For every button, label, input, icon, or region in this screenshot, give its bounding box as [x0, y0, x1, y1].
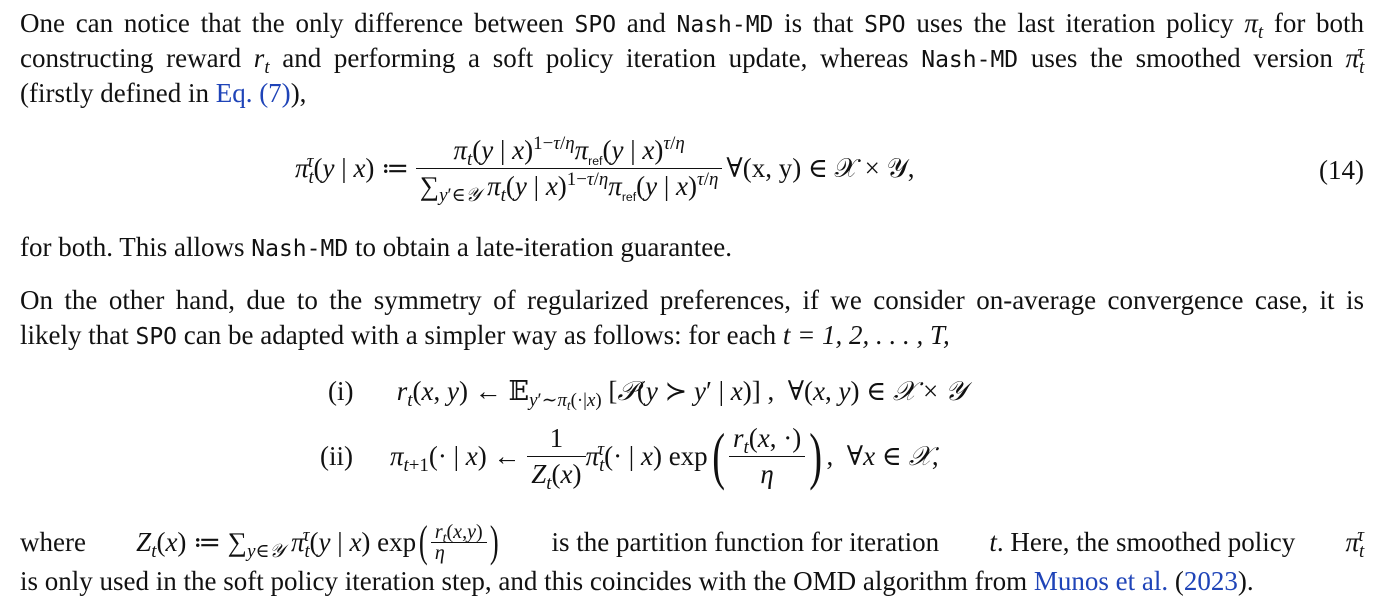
equation-7-link[interactable]: Eq. (7)	[215, 78, 291, 108]
equation-14-denominator: $\sum_{y'\in 𝒴}$ $\pi_t(y$ | $x)^{1-\tau/\eta}\pi_{ref}(y$ | x)$^{\tau/\eta}$	[416, 168, 723, 204]
equation-14-fraction	[416, 133, 723, 204]
math-pi-t-tau: $\pi_t^\tau$	[1345, 525, 1365, 562]
equation-14-lhs: $\pi_t^\tau(y$ | x) ≔	[295, 151, 416, 188]
math-partition-function: $Z_t(x)$ ≔ $\sum_{y\in 𝒴}$ $\pi_t^\tau(y$ | x) exp ( $\frac{r_t(x,y)}{\eta}$ )	[136, 517, 499, 566]
step-ii-exponent: $\frac{r_t(x, \cdot)}{\eta}$	[729, 421, 805, 492]
paragraph-1-line-1: One can notice that the only difference between SPO and Nash-MD is that SPO uses the last iteration policy $\pi_t$ for both	[20, 8, 1365, 44]
nash-md-name: Nash-MD	[251, 236, 349, 262]
paragraph-1-line-3: (firstly defined in Eq. (7)),	[20, 78, 307, 108]
equation-14-forall: ∀(x, y) ∈ 𝒳 × 𝒴,	[726, 152, 915, 183]
step-i-formula: $r_t(x$, y) ← 𝔼$_{y'\sim\pi_t(\cdot|x)}$ [𝒫(y ≻ y′ | x)] , ∀(x, y) ∈ 𝒳 × 𝒴	[396, 376, 967, 414]
step-i	[328, 374, 967, 414]
math-pi-t: $\pi_t$	[1244, 8, 1264, 44]
paragraph-1-line-2: constructing reward $r_t$ and performing a soft policy iteration update, whereas Nash-MD uses the smoothed version $\pi_t^\tau$	[20, 41, 1365, 79]
paragraph-4-line-1: where $Z_t(x)$ ≔ $\sum_{y\in 𝒴}$ $\pi_t^\tau(y$ | x) exp ( $\frac{r_t(x,y)}{\eta}$ ) is the partition function for iteration t. Here, the smoothed policy $\pi_t^\tau$	[20, 517, 1365, 566]
math-r-t: $r_t$	[253, 43, 270, 79]
paper-page: One can notice that the only difference between SPO and Nash-MD is that SPO uses the last iteration policy $\pi_t$ for both constructing reward $r_t$ and performing a soft policy iteration update, whereas Nash-MD uses the smoothed version $\pi_t^\tau$ (firstly defined in Eq. (7)), $\pi_t^\tau(y$ | x) ≔ $\frac{\pi_t(y | x)^{1-\tau/\eta}\pi_{ref}(y | x)^{\tau/\eta}}{\sum_{y'\in 𝒴} \pi_t(y | x)^{1-\tau/\eta}\pi_{ref}(y | x)^{\tau/\eta}}$ ∀(x, y) ∈ 𝒳 × 𝒴, (14) for both. This allows Nash-MD to obtain a late-iteration guarantee. On the other hand, due to the symmetry of regularized preferences, if we consider on-average convergence case, it is likely that SPO can be adapted with a simpler way as follows: for each t = 1, 2, . . . , T, (i) $r_t(x$, y) ← 𝔼$_{y'\sim\pi_t(\cdot|x)}$ [𝒫(y ≻ y′ | x)] , ∀(x, y) ∈ 𝒳 × 𝒴 (ii) $\pi_{t+1}(\cdot$ | x) ← $\frac{1}{Z_t(x)}$ $\pi_t^\tau(\cdot$ | x) exp ( $\frac{r_t(x, \cdot)}{\eta}$ ) , ∀x ∈ 𝒳, where $Z_t(x)$ ≔ $\sum_{y\in 𝒴}$ $\pi_t^\tau(y$ | x) exp ( $\frac{r_t(x,y)}{\eta}$ ) is the partition function for iteration t. Here, the smoothed policy $\pi_t^\tau$ is only used in the soft policy iteration step, and this coincides with the OMD algorithm from Munos et al. (2023).	[0, 0, 1384, 608]
step-ii-label: (ii)	[320, 440, 353, 471]
spo-name: SPO	[135, 324, 178, 350]
step-i-label: (i)	[328, 376, 354, 406]
nash-md-name: Nash-MD	[676, 12, 774, 38]
paragraph-3-line-1: On the other hand, due to the symmetry of regularized preferences, if we consider on-average convergence case, it is	[20, 285, 1364, 315]
math-pi-t-tau: $\pi_t^\tau$	[1345, 41, 1365, 79]
equation-14	[295, 128, 915, 208]
spo-name: SPO	[574, 12, 617, 38]
step-ii-normalizer: $\frac{1}{Z_t(x)}$	[527, 421, 585, 492]
citation-munos-2023[interactable]: Munos et al. (2023	[1033, 566, 1238, 596]
spo-name: SPO	[864, 12, 906, 38]
paragraph-3-line-2: likely that SPO can be adapted with a simpler way as follows: for each t = 1, 2, . . . , T,	[20, 320, 950, 350]
nash-md-name: Nash-MD	[921, 47, 1019, 73]
paragraph-4-line-2: is only used in the soft policy iteration step, and this coincides with the OMD algorithm from Munos et al. (2023).	[20, 566, 1254, 596]
math-t-range: t = 1, 2, . . . , T,	[782, 320, 950, 350]
step-ii: (ii) $\pi_{t+1}(\cdot$ | x) ← $\frac{1}{Z_t(x)}$ $\pi_t^\tau(\cdot$ | x) exp ( $\frac{r_t(x, \cdot)}{\eta}$ ) , ∀x ∈ 𝒳,	[320, 420, 939, 494]
equation-14-numerator: $\pi_t(y$ | $x)^{1-\tau/\eta}\pi_{ref}(y$ | x)$^{\tau/\eta}$	[453, 133, 685, 170]
equation-14-number: (14)	[1319, 155, 1364, 185]
